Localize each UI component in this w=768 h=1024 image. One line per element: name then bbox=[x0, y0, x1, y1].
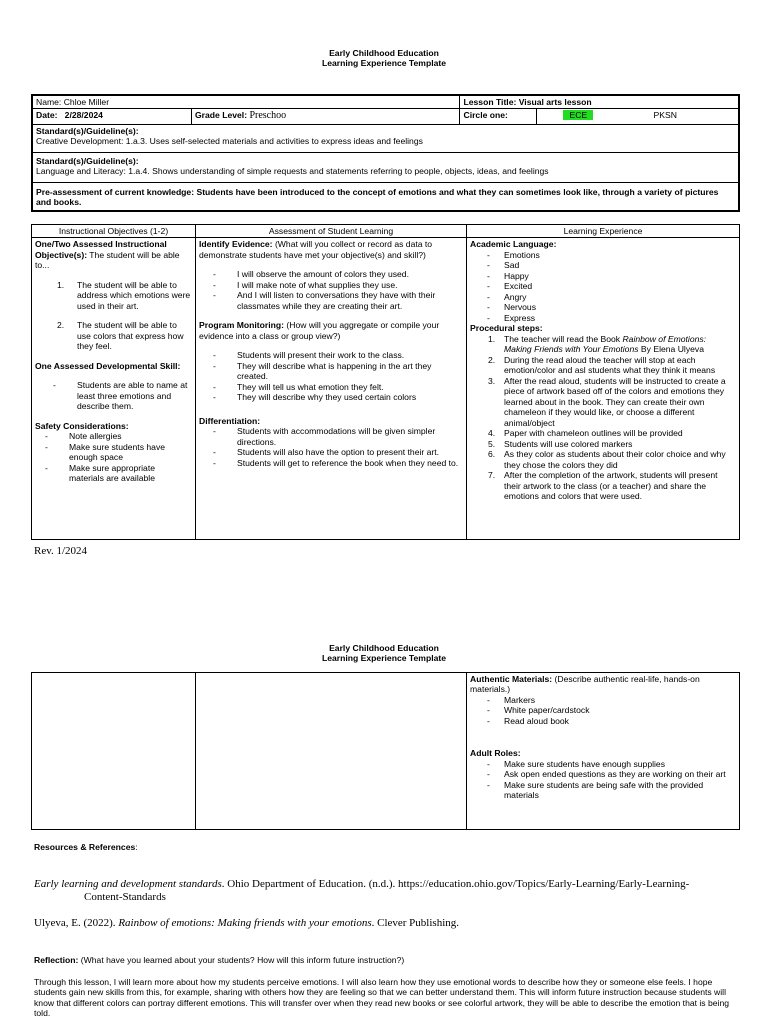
empty-objectives-cell bbox=[32, 673, 196, 830]
procedural-steps-label: Procedural steps: bbox=[470, 323, 543, 334]
evidence-item: - I will observe the amount of colors they used. bbox=[195, 269, 463, 279]
reflection-label: Reflection: bbox=[34, 955, 79, 965]
procedural-step: 5. Students will use colored markers bbox=[488, 438, 633, 449]
procedural-steps-list bbox=[470, 334, 736, 502]
procedural-step: 6. As they color as students about their color choice and why they chose the colors they did bbox=[488, 449, 726, 470]
academic-term: - Happy bbox=[470, 271, 736, 281]
info-table bbox=[31, 94, 740, 212]
academic-term: - Nervous bbox=[470, 302, 736, 312]
standard2-cell bbox=[32, 152, 739, 182]
lesson-label: Lesson Title: bbox=[463, 97, 517, 107]
learning-experience-column bbox=[467, 238, 740, 540]
resources-label: Resources & References bbox=[34, 842, 136, 852]
safety-label: Safety Considerations: bbox=[35, 420, 129, 431]
safety-item: - Note allergies bbox=[27, 431, 192, 441]
date-cell bbox=[32, 109, 192, 124]
circle-label: Circle one: bbox=[463, 110, 508, 121]
name-value: Chloe Miller bbox=[63, 97, 110, 107]
procedural-step: 1. The teacher will read the Book Rainbow of Emotions: Making Friends with Your Emotions By Elena Ulyeva bbox=[488, 333, 707, 355]
academic-term: - Angry bbox=[470, 292, 736, 302]
safety-list bbox=[27, 431, 192, 483]
differentiation-item: - Students with accommodations will be given simpler directions. bbox=[195, 426, 463, 447]
standard2-text: Language and Literacy: 1.a.4. Shows understanding of simple requests and statements referring to people, objects, ideas, and feelings bbox=[36, 166, 549, 177]
adult-roles-label: Adult Roles: bbox=[470, 748, 521, 759]
safety-item: - Make sure appropriate materials are available bbox=[27, 463, 192, 484]
main-table bbox=[31, 224, 740, 540]
doc-title-page2 bbox=[0, 643, 768, 664]
circle-options-cell bbox=[537, 109, 739, 124]
academic-term: - Sad bbox=[470, 260, 736, 270]
empty-assessment-cell bbox=[196, 673, 467, 830]
objectives-intro: The student will be able to... bbox=[35, 249, 180, 271]
title-line2: Learning Experience Template bbox=[321, 653, 446, 664]
lesson-value: Visual arts lesson bbox=[518, 97, 592, 107]
reference-2-title: Rainbow of emotions: Making friends with your emotions bbox=[118, 917, 372, 929]
grade-label: Grade Level: bbox=[195, 110, 248, 121]
standard1-label: Standard(s)/Guideline(s): bbox=[36, 125, 139, 136]
reference-1 bbox=[34, 878, 740, 903]
monitoring-list bbox=[195, 350, 463, 402]
evidence-list bbox=[195, 269, 463, 311]
col1-header: Instructional Objectives (1-2) bbox=[32, 225, 196, 238]
objectives-label: One/Two Assessed Instructional Objective(s): bbox=[35, 239, 167, 260]
preassessment-text: Pre-assessment of current knowledge: Students have been introduced to the concept of emotions and what they can sometimes look like, through a variety of pictures and books. bbox=[36, 186, 719, 208]
differentiation-item: - Students will also have the option to present their art. bbox=[195, 447, 463, 457]
evidence-item: - I will make note of what supplies they use. bbox=[195, 280, 463, 290]
materials-cell bbox=[467, 673, 740, 830]
monitoring-text: (How will you aggregate or compile your evidence into a class or group view?) bbox=[199, 320, 440, 341]
objective-item: 1. The student will be able to address which emotions were used in their art. bbox=[57, 279, 191, 311]
doc-title bbox=[0, 48, 768, 69]
circle-label-cell bbox=[460, 109, 537, 124]
resources-heading: Resources & References: bbox=[34, 842, 138, 852]
differentiation-item: - Students will get to reference the book when they need to. bbox=[195, 458, 463, 468]
standard2-label: Standard(s)/Guideline(s): bbox=[36, 155, 139, 166]
monitoring-item: - Students will present their work to the class. bbox=[195, 350, 463, 360]
evidence-label: Identify Evidence: bbox=[199, 239, 273, 250]
name-cell bbox=[32, 95, 460, 109]
adult-roles-list bbox=[470, 759, 736, 801]
differentiation-list bbox=[195, 426, 463, 468]
grade-cell bbox=[192, 109, 460, 124]
continuation-table bbox=[31, 672, 740, 830]
name-label: Name: bbox=[36, 97, 62, 107]
material-item: - Read aloud book bbox=[470, 716, 736, 726]
procedural-step: 2. During the read aloud the teacher will stop at each emotion/color and asl students what they think it means bbox=[488, 354, 716, 376]
title-line1: Early Childhood Education bbox=[329, 643, 439, 653]
book-title: Rainbow of Emotions: Making Friends with Your Emotions bbox=[504, 333, 707, 355]
monitoring-item: - They will describe what is happening in the art they created. bbox=[195, 361, 463, 382]
procedural-step: 3. After the read aloud, students will be instructed to create a piece of artwork based off of the colors and emotions they learned about in the book. They can create their own chameleon if they would like, or choose a different animal/object bbox=[488, 375, 726, 428]
reference-2: Ulyeva, E. (2022). Rainbow of emotions: Making friends with your emotions. Clever Publishing. bbox=[34, 917, 459, 929]
reference-1-text: . Ohio Department of Education. (n.d.). https://education.ohio.gov/Topics/Early-Learning/Early-Learning- bbox=[221, 878, 690, 890]
circle-ece-option: ECE bbox=[563, 110, 593, 120]
objective-item: 2. The student will be able to use colors that express how they feel. bbox=[57, 320, 184, 352]
grade-value: Preschoo bbox=[249, 110, 287, 122]
objectives-list bbox=[35, 280, 192, 352]
adult-role-item: - Make sure students have enough supplies bbox=[470, 759, 736, 769]
revision-note: Rev. 1/2024 bbox=[34, 545, 88, 557]
authentic-materials-list bbox=[470, 695, 736, 726]
dev-skill-label: One Assessed Developmental Skill: bbox=[35, 360, 181, 371]
academic-term: - Emotions bbox=[470, 250, 736, 260]
evidence-item: - And I will listen to conversations they have with their classmates while they are creating their art. bbox=[195, 290, 463, 311]
reflection-heading bbox=[34, 955, 404, 965]
assessment-column bbox=[196, 238, 467, 540]
date-label: Date: bbox=[36, 110, 58, 121]
standard1-cell bbox=[32, 124, 739, 152]
title-line1: Early Childhood Education bbox=[329, 48, 439, 58]
monitoring-label: Program Monitoring: bbox=[199, 320, 284, 331]
objectives-column bbox=[32, 238, 196, 540]
material-item: - Markers bbox=[470, 695, 736, 705]
col2-header: Assessment of Student Learning bbox=[196, 225, 467, 238]
safety-item: - Make sure students have enough space bbox=[27, 442, 192, 463]
academic-term: - Excited bbox=[470, 281, 736, 291]
material-item: - White paper/cardstock bbox=[470, 705, 736, 715]
dev-skill-list bbox=[35, 380, 192, 411]
monitoring-item: - They will tell us what emotion they felt. bbox=[195, 382, 463, 392]
authentic-materials-label: Authentic Materials: bbox=[470, 674, 553, 684]
standard1-text: Creative Development: 1.a.3. Uses self-selected materials and activities to express ideas and feelings bbox=[36, 136, 423, 147]
reflection-question: (What have you learned about your students? How will this inform future instruction?) bbox=[80, 955, 405, 965]
preassessment-cell bbox=[32, 182, 739, 210]
authentic-materials-text: (Describe authentic real-life, hands-on materials.) bbox=[470, 674, 700, 695]
academic-language-list bbox=[470, 250, 736, 323]
evidence-text: (What will you collect or record as data to demonstrate students have met your objective(s) and skill?) bbox=[199, 239, 433, 260]
adult-role-item: - Make sure students are being safe with the provided materials bbox=[470, 780, 736, 801]
reference-1-title: Early learning and development standards bbox=[34, 878, 222, 890]
monitoring-item: - They will describe why they used certain colors bbox=[195, 392, 463, 402]
adult-role-item: - Ask open ended questions as they are working on their art bbox=[470, 769, 736, 779]
date-value: 2/28/2024 bbox=[64, 110, 103, 121]
reflection-text: Through this lesson, I will learn more about how my students perceive emotions. I will also learn how they use emotional words to describe how they or someone else feels. I hope students gain new skills from this, for example, sharing with others how they are feeling so that we can better understand them. This will inform future instruction because students will know that different colors can portray different emotions. This will transfer over when they read new books or see colorful artwork, they will be able to describe the emotion that is being told. bbox=[34, 977, 730, 1019]
procedural-step: 7. After the completion of the artwork, students will present their artwork to the class (or a teacher) and share the emotions and colors that were used. bbox=[488, 470, 718, 502]
procedural-step: 4. Paper with chameleon outlines will be provided bbox=[488, 428, 683, 439]
lesson-cell bbox=[460, 95, 739, 109]
academic-language-label: Academic Language: bbox=[470, 239, 557, 250]
academic-term: - Express bbox=[470, 313, 736, 323]
circle-pksn-option: PKSN bbox=[653, 110, 677, 121]
col3-header: Learning Experience bbox=[467, 225, 740, 238]
title-line2: Learning Experience Template bbox=[321, 58, 446, 69]
reference-1-continuation: Content-Standards bbox=[84, 890, 166, 903]
dev-skill-item: - Students are able to name at least three emotions and describe them. bbox=[35, 380, 192, 411]
differentiation-label: Differentiation: bbox=[199, 415, 261, 426]
